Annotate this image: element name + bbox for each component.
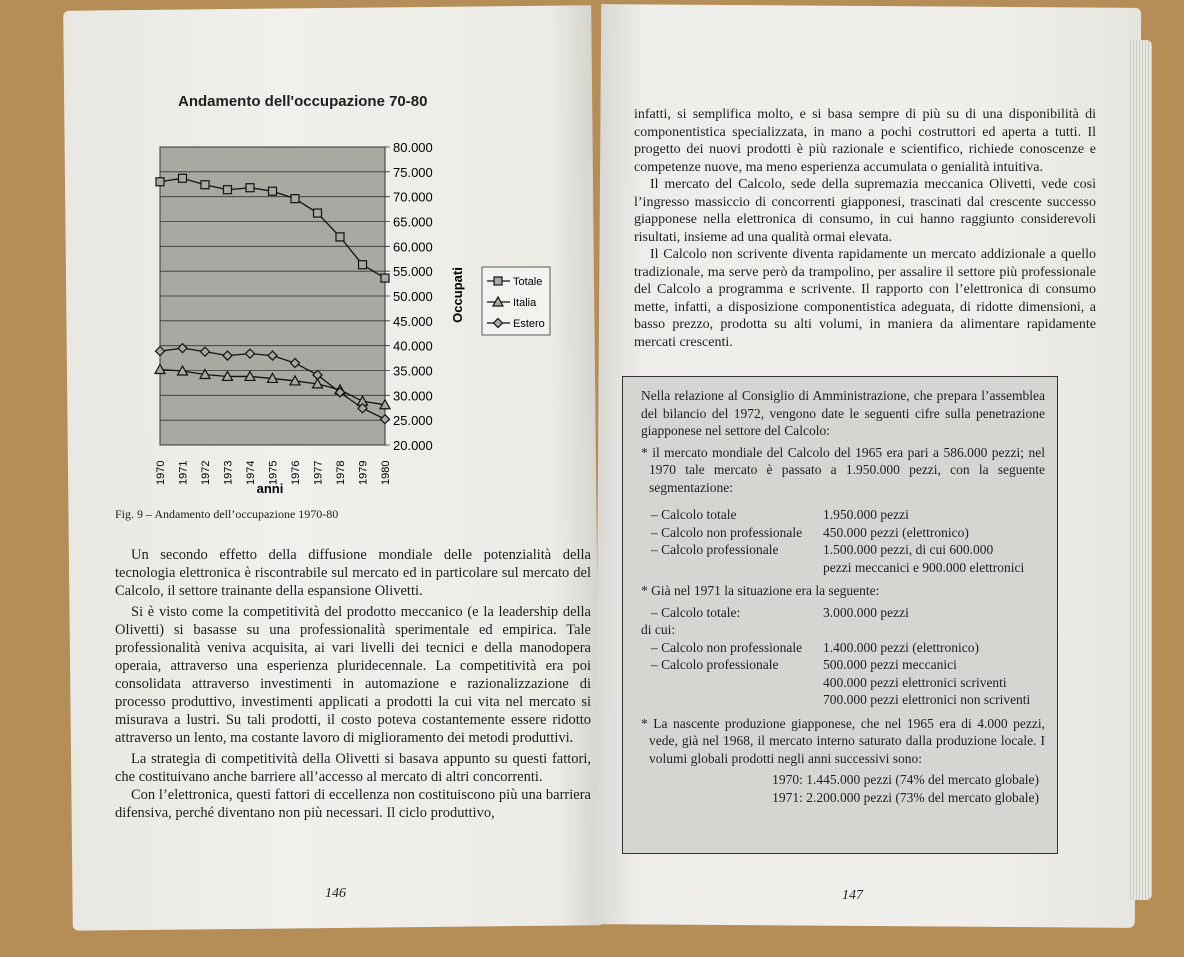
y-tick-label: 30.000 xyxy=(393,388,433,404)
data-point-totale xyxy=(359,261,367,269)
data-point-totale xyxy=(269,187,277,195)
row-label xyxy=(641,691,823,709)
segmentation-1970 xyxy=(641,506,1045,576)
segment-row xyxy=(641,559,1045,577)
segment-row xyxy=(641,656,1045,674)
paragraph: La strategia di competitività della Olivetti si basava appunto su questi fattori, che costituivano anche barriere all’accesso al mercato di altri concorrenti. xyxy=(115,751,591,785)
box-bullet-1: * il mercato mondiale del Calcolo del 1965 era pari a 586.000 pezzi; nel 1970 tale mercato è passato a 1.950.000 pezzi, con la seguente segmentazione: xyxy=(641,444,1045,495)
data-point-totale xyxy=(246,184,254,192)
segment-row xyxy=(641,506,1045,524)
row-value: 700.000 pezzi elettronici non scriventi xyxy=(823,692,1031,707)
y-tick-label: 20.000 xyxy=(393,438,433,453)
left-body-text xyxy=(115,546,591,825)
paragraph: Si è visto come la competitività del prodotto meccanico (e la leadership della Olivetti) si basasse su una professionalità sperimentale ed empirica. Tale professionalità veniva acquisita, ai vari livelli dei tecnici e della manodopera operaia, attraverso una esperienza pluridecennale. La competitività era poi consolidata attraverso investimenti in automazione e razionalizzazione di processo produttivo, investimenti applicati a prodotti la cui vita nel mercato si misurava a lustri. Su tali prodotti, il costo poteva costantemente essere ridotto attraverso un lento, ma costante lavoro di miglioramento dei metodi produttivi. xyxy=(115,604,591,746)
row-label: – Calcolo professionale xyxy=(651,657,779,672)
page-edges xyxy=(1128,40,1152,900)
y-tick-label: 45.000 xyxy=(393,313,433,329)
chart-title: Andamento dell'occupazione 70-80 xyxy=(178,93,428,110)
row-value: 1.500.000 pezzi, di cui 600.000 xyxy=(823,542,994,557)
data-point-totale xyxy=(179,174,187,182)
y-tick-label: 40.000 xyxy=(393,338,433,354)
segmentation-1971 xyxy=(641,639,1045,709)
row-value: 500.000 pezzi meccanici xyxy=(823,657,957,672)
segment-row xyxy=(641,524,1045,542)
paragraph: infatti, si semplifica molto, e si basa sempre di più su di una disponibilità di componentistica specializzata, in mano a pochi costruttori ed aperta a tutti. Il progetto dei nuovi prodotti è più razionale e scientifico, richiede conoscenze e competenze nuove, ma meno esperienza accumulata o genialità intuitiva. xyxy=(634,107,1096,175)
data-point-totale xyxy=(156,178,164,186)
y-tick-label: 35.000 xyxy=(393,363,433,379)
y-tick-label: 55.000 xyxy=(393,264,433,280)
box-bullet-3: * La nascente produzione giapponese, che nel 1965 era di 4.000 pezzi, vede, già nel 1968, il mercato interno saturato dalla produzione locale. I volumi globali prodotti negli anni successivi sono: xyxy=(641,715,1045,766)
box-intro: Nella relazione al Consiglio di Amministrazione, che prepara l’assemblea del bilancio del 1972, vengono date le seguenti cifre sulla penetrazione giapponese nel settore del Calcolo: xyxy=(641,388,1045,438)
y-tick-label: 50.000 xyxy=(393,289,433,304)
di-cui-label: di cui: xyxy=(641,622,676,637)
y-tick-label: 25.000 xyxy=(393,413,433,429)
y-tick-label: 75.000 xyxy=(393,164,433,180)
row-value: 1.400.000 pezzi (elettronico) xyxy=(823,639,979,655)
figure-caption: Fig. 9 – Andamento dell’occupazione 1970-80 xyxy=(115,507,339,521)
y-tick-label: 65.000 xyxy=(393,214,433,230)
row-label: – Calcolo totale xyxy=(651,507,737,522)
y-tick-label: 70.000 xyxy=(393,189,433,205)
segment-row xyxy=(641,674,1045,692)
row-value: 400.000 pezzi elettronici scriventi xyxy=(823,674,1007,690)
x-tick-label: 1979 xyxy=(357,460,370,485)
x-tick-label: 1970 xyxy=(155,460,167,485)
paragraph: Il Calcolo non scrivente diventa rapidamente un mercato addizionale a quello tradizionale, ma serve però da trampolino, per assalire il settore più professionale del Calcolo a programma e scrivente. Il rapporto con l’elettronica di consumo mette, infatti, a disposizione componentistica adeguata, di ridotte dimensioni, a basso prezzo, prodotta su alti volumi, in maniera da alimentare rapidamente mercati crescenti. xyxy=(634,247,1096,350)
employment-chart xyxy=(140,125,570,503)
page-number-right: 147 xyxy=(842,888,863,903)
x-tick-label: 1980 xyxy=(380,460,392,485)
row-value: 3.000.000 pezzi xyxy=(823,604,909,620)
total-1971-row xyxy=(641,604,1045,622)
row-label: – Calcolo professionale xyxy=(651,542,779,557)
row-value: 450.000 pezzi (elettronico) xyxy=(823,524,969,540)
paragraph: Un secondo effetto della diffusione mondiale delle potenzialità della tecnologia elettronica è riscontrabile sul mercato ed in particolare sul mercato del Calcolo, il settore trainante della espansione Olivetti. xyxy=(115,547,591,599)
right-body-text xyxy=(634,106,1096,351)
paragraph: Il mercato del Calcolo, sede della supremazia meccanica Olivetti, vede così l’ingresso massiccio di concorrenti giapponesi, trascinati dal crescente successo giapponese nella elettronica di consumo, in cui hanno raggiunto considerevoli risultati, insieme ad una qualità ormai elevata. xyxy=(634,177,1096,245)
y-tick-label: 60.000 xyxy=(393,239,433,255)
row-label: – Calcolo non professionale xyxy=(651,639,803,655)
data-point-totale xyxy=(381,274,389,282)
legend-marker-totale xyxy=(494,277,502,285)
segment-row xyxy=(641,691,1045,709)
y-axis-label: Occupati xyxy=(450,267,465,323)
x-tick-label: 1976 xyxy=(290,460,302,485)
segment-row xyxy=(641,639,1045,657)
row-label xyxy=(641,674,823,692)
x-tick-label: 1975 xyxy=(267,460,280,485)
row-value: 1.950.000 pezzi xyxy=(823,507,909,522)
data-point-totale xyxy=(291,195,299,203)
data-point-totale xyxy=(314,209,322,217)
x-tick-label: 1972 xyxy=(200,460,212,485)
legend-label: Italia xyxy=(513,297,537,309)
box-bullet-2: * Già nel 1971 la situazione era la seguente: xyxy=(641,583,880,598)
legend-label: Totale xyxy=(513,276,543,288)
x-tick-label: 1974 xyxy=(245,460,257,485)
legend-label: Estero xyxy=(513,318,545,330)
boxed-inset xyxy=(622,376,1058,854)
row-label: – Calcolo totale: xyxy=(651,604,741,620)
data-point-totale xyxy=(201,181,209,189)
segment-row xyxy=(641,541,1045,559)
data-point-totale xyxy=(336,233,344,241)
x-tick-label: 1977 xyxy=(312,460,325,485)
year-line: 1971: 2.200.000 pezzi (73% del mercato globale) xyxy=(772,789,1039,805)
year-line: 1970: 1.445.000 pezzi (74% del mercato globale) xyxy=(772,772,1039,787)
data-point-totale xyxy=(224,186,232,194)
page-number-left: 146 xyxy=(325,886,346,901)
row-value: pezzi meccanici e 900.000 elettronici xyxy=(823,559,1025,575)
paragraph: Con l’elettronica, questi fattori di eccellenza non costituiscono più una barriera difensiva, perché diventano non più necessari. Il ciclo produttivo, xyxy=(115,787,591,821)
row-label: – Calcolo non professionale xyxy=(651,524,803,540)
x-tick-label: 1971 xyxy=(177,460,190,485)
row-label xyxy=(641,559,823,577)
x-tick-label: 1978 xyxy=(335,460,347,485)
x-axis-label: anni xyxy=(256,481,284,496)
y-tick-label: 80.000 xyxy=(393,140,433,155)
x-tick-label: 1973 xyxy=(222,460,235,485)
